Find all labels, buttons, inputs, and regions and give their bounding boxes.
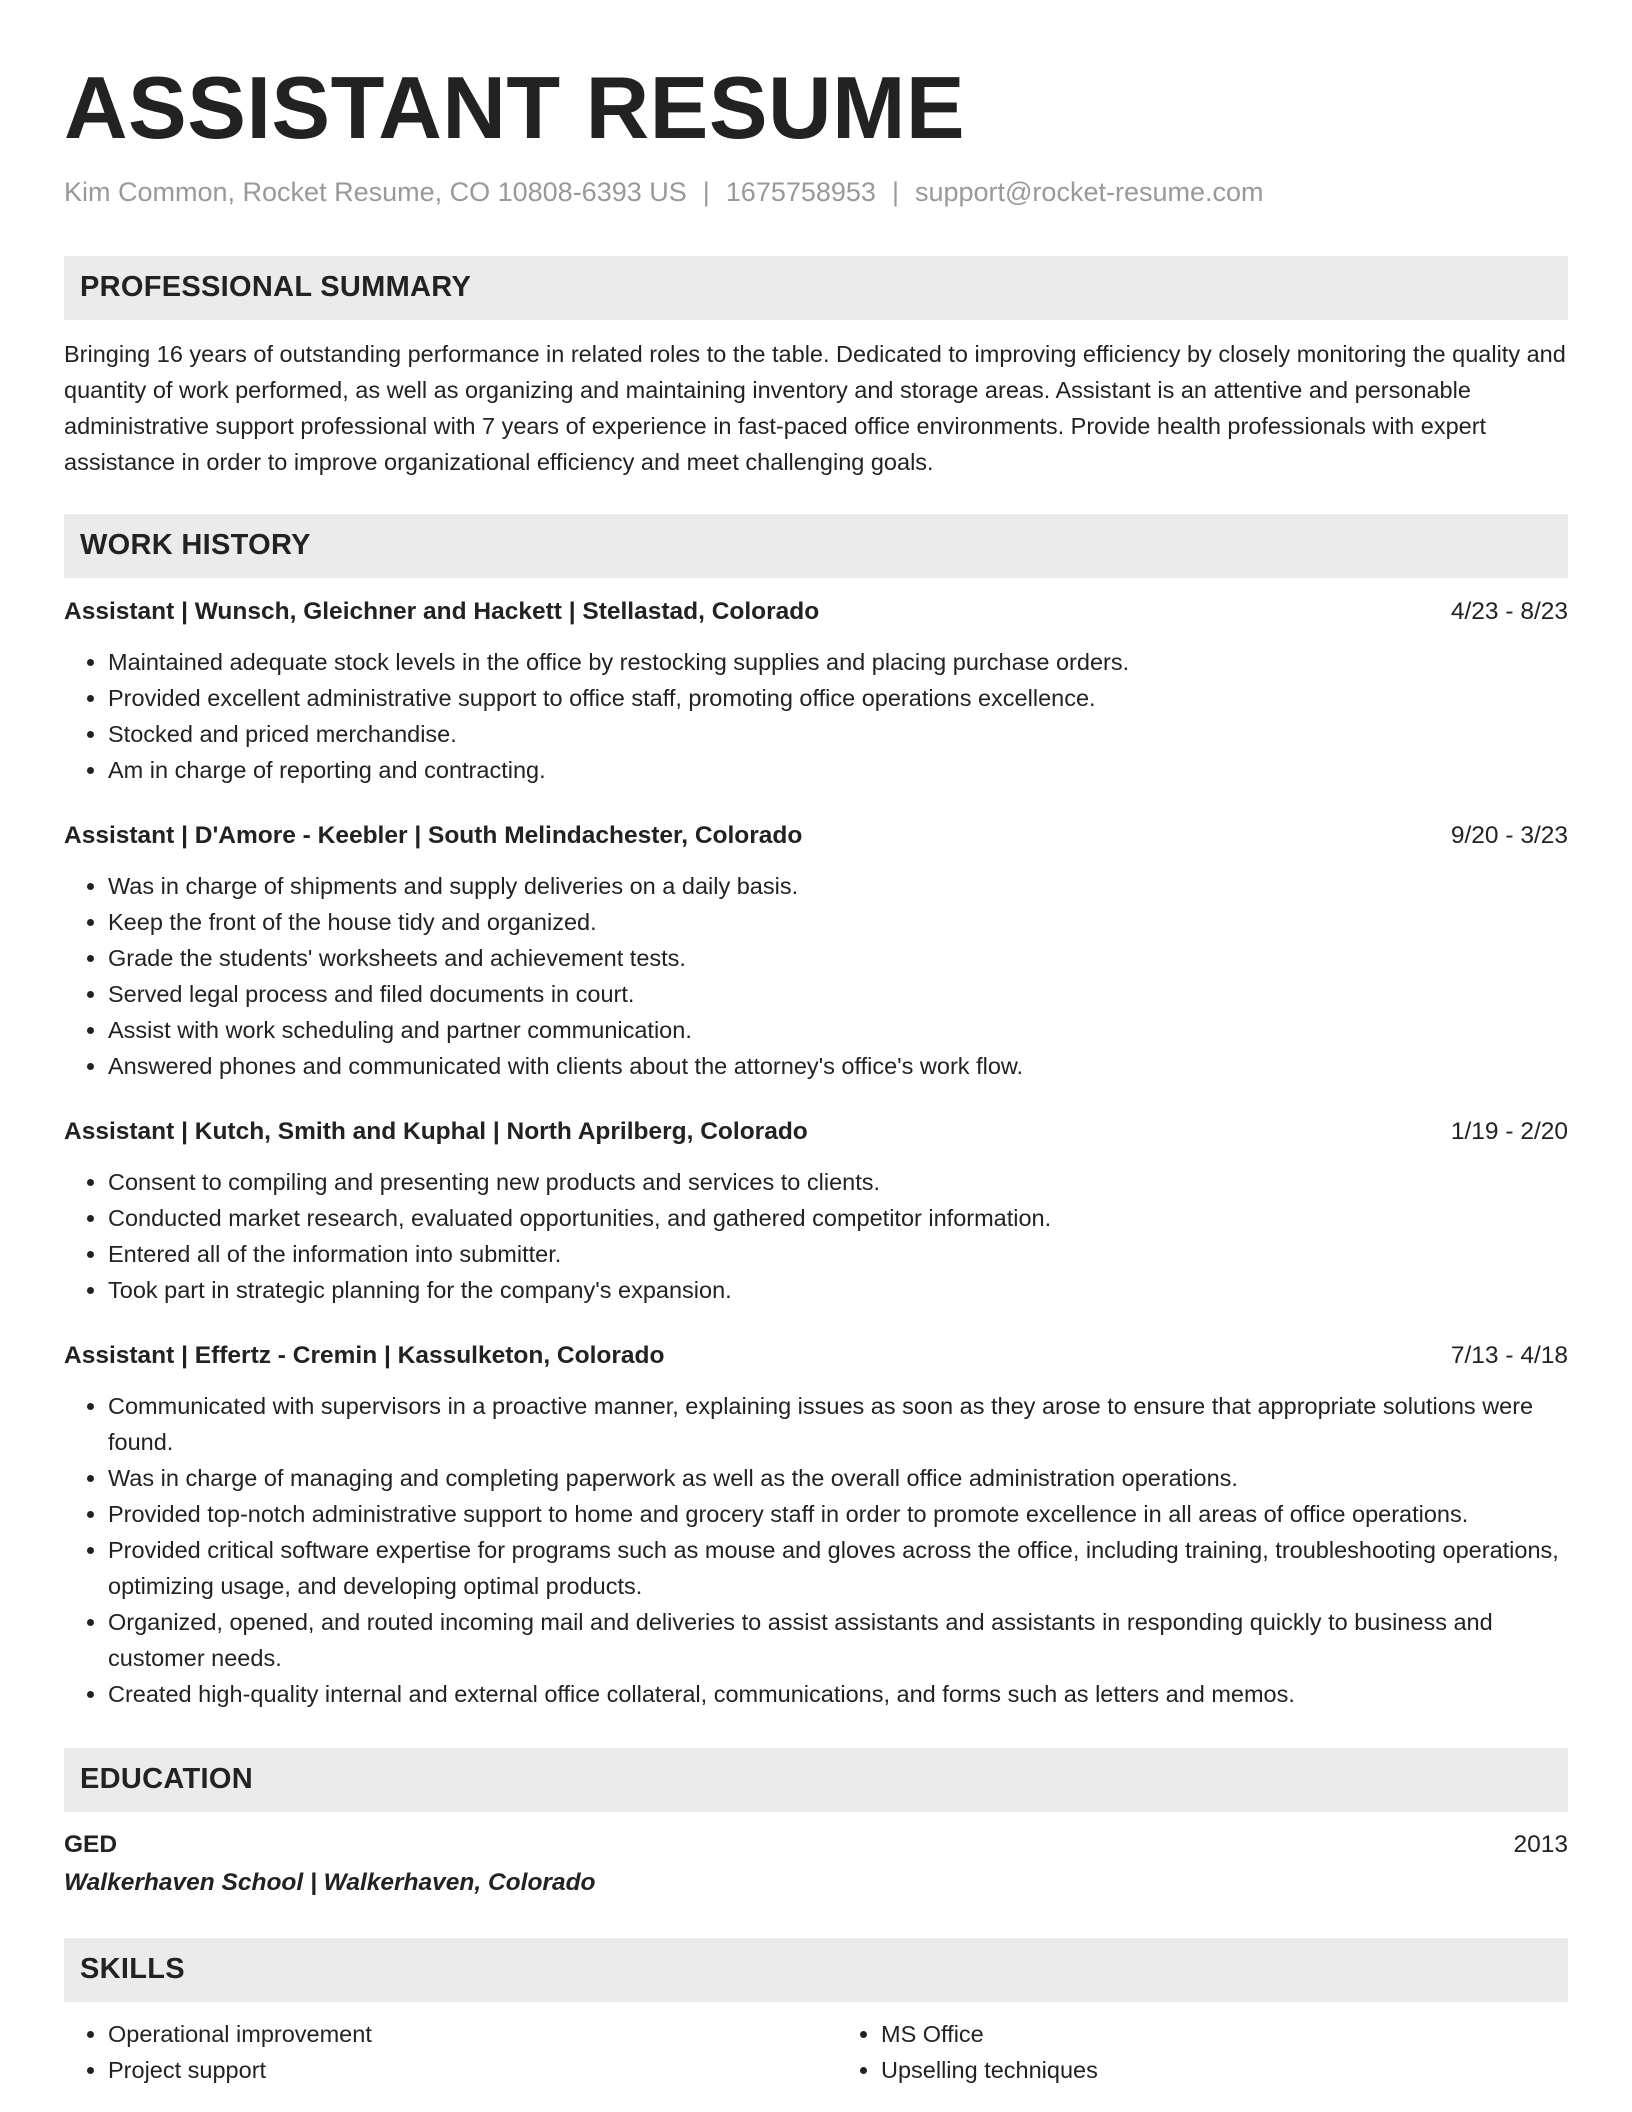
job-bullets [64,1164,1568,1308]
job-title: Assistant | Wunsch, Gleichner and Hackett | Stellastad, Colorado [64,597,820,625]
work-heading: WORK HISTORY [80,529,311,562]
summary-text: Bringing 16 years of outstanding performance in related roles to the table. Dedicated to improving efficiency by closely monitoring the quality and quantity of work performed, as well as organizing and maintaining inventory and storage areas. Assistant is an attentive and personable administrative support professional with 7 years of experience in fast-paced office environments. Provide health professionals with expert assistance in order to improve organizational efficiency and meet challenging goals. [64,340,1566,475]
education-degree: GED [64,1830,118,1858]
job-dates: 1/19 - 2/20 [1450,1117,1568,1145]
skill-item: • Project support [108,2052,795,2088]
skill-item: • MS Office [881,2016,1568,2052]
bullet-item: • Consent to compiling and presenting new products and services to clients. [108,1164,1568,1200]
bullet-item: • Was in charge of managing and completing paperwork as well as the overall office administration operations. [108,1460,1568,1496]
bullet-item: • Organized, opened, and routed incoming mail and deliveries to assist assistants and assistants in responding quickly to business and customer needs. [108,1604,1568,1676]
job-header [64,1338,1568,1374]
bullet-item: • Communicated with supervisors in a proactive manner, explaining issues as soon as they arose to ensure that appropriate solutions were found. [108,1388,1568,1460]
bullet-item: • Maintained adequate stock levels in the office by restocking supplies and placing purchase orders. [108,644,1568,680]
job-bullets [64,868,1568,1084]
bullet-item: • Entered all of the information into submitter. [108,1236,1568,1272]
skill-item: • Upselling techniques [881,2052,1568,2088]
job-header [64,594,1568,630]
job-entry [64,1114,1568,1308]
skills-heading: SKILLS [80,1953,185,1986]
education-heading: EDUCATION [80,1763,253,1796]
job-title: Assistant | Effertz - Cremin | Kassulketon, Colorado [64,1341,665,1369]
job-dates: 9/20 - 3/23 [1450,821,1568,849]
skills-column-left [64,2016,795,2088]
job-dates: 7/13 - 4/18 [1450,1341,1568,1369]
job-header [64,818,1568,854]
contact-line [64,177,1568,208]
job-entry [64,594,1568,788]
resume-title: ASSISTANT RESUME [64,58,966,157]
job-title: Assistant | D'Amore - Keebler | South Melindachester, Colorado [64,821,803,849]
bullet-item: • Took part in strategic planning for the company's expansion. [108,1272,1568,1308]
work-section-header [64,514,1568,578]
contact-separator: | [702,176,710,207]
bullet-item: • Conducted market research, evaluated opportunities, and gathered competitor information. [108,1200,1568,1236]
job-title: Assistant | Kutch, Smith and Kuphal | North Aprilberg, Colorado [64,1117,808,1145]
bullet-item: • Provided critical software expertise for programs such as mouse and gloves across the office, including training, troubleshooting operations, optimizing usage, and developing optimal products. [108,1532,1568,1604]
education-school: Walkerhaven School | Walkerhaven, Colorado [64,1868,596,1896]
skill-item: • Operational improvement [108,2016,795,2052]
summary-section-header [64,256,1568,320]
bullet-item: • Keep the front of the house tidy and organized. [108,904,1568,940]
job-header [64,1114,1568,1150]
job-bullets [64,1388,1568,1712]
job-bullets [64,644,1568,788]
contact-phone: 1675758953 [725,176,876,207]
bullet-item: • Am in charge of reporting and contracting. [108,752,1568,788]
education-entry-header [64,1826,1568,1864]
summary-heading: PROFESSIONAL SUMMARY [80,271,472,304]
contact-separator: | [891,176,899,207]
bullet-item: • Was in charge of shipments and supply deliveries on a daily basis. [108,868,1568,904]
education-section-header [64,1748,1568,1812]
bullet-item: • Stocked and priced merchandise. [108,716,1568,752]
contact-email: support@rocket-resume.com [914,176,1264,207]
skills-list [64,2016,1568,2088]
bullet-item: • Grade the students' worksheets and achievement tests. [108,940,1568,976]
bullet-item: • Created high-quality internal and external office collateral, communications, and forms such as letters and memos. [108,1676,1568,1712]
bullet-item: • Provided excellent administrative support to office staff, promoting office operations excellence. [108,680,1568,716]
education-year: 2013 [1513,1830,1568,1858]
contact-address: Kim Common, Rocket Resume, CO 10808-6393 US [64,176,687,207]
bullet-item: • Served legal process and filed documents in court. [108,976,1568,1012]
skills-section-header [64,1938,1568,2002]
job-dates: 4/23 - 8/23 [1450,597,1568,625]
bullet-item: • Provided top-notch administrative support to home and grocery staff in order to promote excellence in all areas of office operations. [108,1496,1568,1532]
job-entry [64,818,1568,1084]
resume-page [64,48,1568,2088]
bullet-item: • Answered phones and communicated with clients about the attorney's office's work flow. [108,1048,1568,1084]
job-entry [64,1338,1568,1712]
skills-column-right [795,2016,1568,2088]
bullet-item: • Assist with work scheduling and partner communication. [108,1012,1568,1048]
